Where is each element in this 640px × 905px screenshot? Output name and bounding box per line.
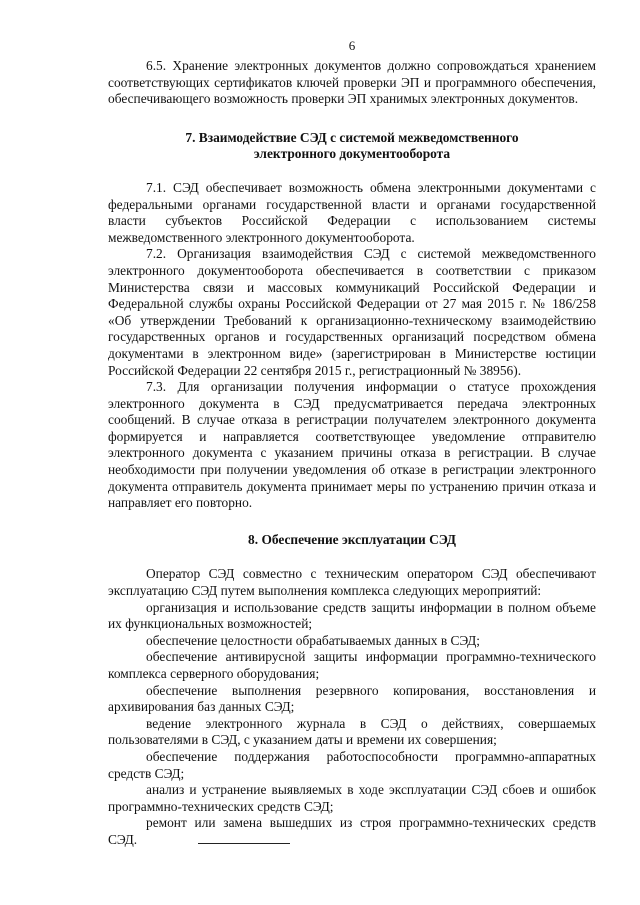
- list-item: ремонт или замена вышедших из строя программно-технических средств СЭД.: [108, 815, 596, 847]
- paragraph-7-1: 7.1. СЭД обеспечивает возможность обмена электронными документами с федеральными органами государственной власти и органами государственной власти субъектов Российской Федерации с использованием системы межведомственного электронного документооборота.: [108, 179, 596, 245]
- paragraph-7-2: 7.2. Организация взаимодействия СЭД с системой межведомственного электронного документооборота обеспечивается в соответствии с приказом Министерства связи и массовых коммуникаций Российской Федерации и Федеральной службы охраны Российской Федерации от 27 мая 2015 г. № 186/258 «Об утверждении Требований к организационно-техническому взаимодействию государственных органов и государственных организаций посредством обмена документами в электронном виде» (зарегистрирован в Министерстве юстиции Российской Федерации 22 сентября 2015 г., регистрационный № 38956).: [108, 246, 596, 378]
- paragraph-7-3: 7.3. Для организации получения информации о статусе прохождения электронного документа в СЭД предусматривается передача электронных сообщений. В случае отказа в регистрации получателем электронного документа формируется и направляется соответствующее уведомление отправителю электронного документа с указанием причины отказа в регистрации. В случае необходимости при получении уведомления об отказе в регистрации электронного документа отправитель документа принимает меры по устранению причин отказа и направляет его повторно.: [108, 379, 596, 511]
- list-item: обеспечение целостности обрабатываемых данных в СЭД;: [146, 632, 480, 648]
- list-item: анализ и устранение выявляемых в ходе эксплуатации СЭД сбоев и ошибок программно-технических средств СЭД;: [108, 782, 596, 814]
- list-item: обеспечение поддержания работоспособности программно-аппаратных средств СЭД;: [108, 748, 596, 781]
- page-content: [108, 58, 596, 849]
- paragraph-6-5: 6.5. Хранение электронных документов должно сопровождаться хранением соответствующих сертификатов ключей проверки ЭП и программного обеспечения, обеспечивающего возможность проверки ЭП хранимых электронных документов.: [108, 58, 596, 107]
- list-item: организация и использование средств защиты информации в полном объеме их функциональных возможностей;: [108, 599, 596, 632]
- section-7-heading-line-1: 7. Взаимодействие СЭД с системой межведомственного: [185, 129, 519, 145]
- page-number: 6: [348, 38, 356, 53]
- list-item: обеспечение антивирусной защиты информации программно-технического комплекса серверного оборудования;: [108, 649, 596, 681]
- section-7-heading: [108, 130, 596, 163]
- section-8-heading: 8. Обеспечение эксплуатации СЭД: [248, 531, 456, 547]
- section-8-intro: Оператор СЭД совместно с техническим оператором СЭД обеспечивают эксплуатацию СЭД путем выполнения комплекса следующих мероприятий:: [108, 566, 596, 599]
- list-item: обеспечение выполнения резервного копирования, восстановления и архивирования баз данных СЭД;: [108, 682, 596, 715]
- section-7-heading-line-2: электронного документооборота: [253, 146, 451, 162]
- list-item: ведение электронного журнала в СЭД о действиях, совершаемых пользователями в СЭД, с указанием даты и времени их совершения;: [108, 715, 596, 748]
- footer-separator-line: [198, 843, 290, 844]
